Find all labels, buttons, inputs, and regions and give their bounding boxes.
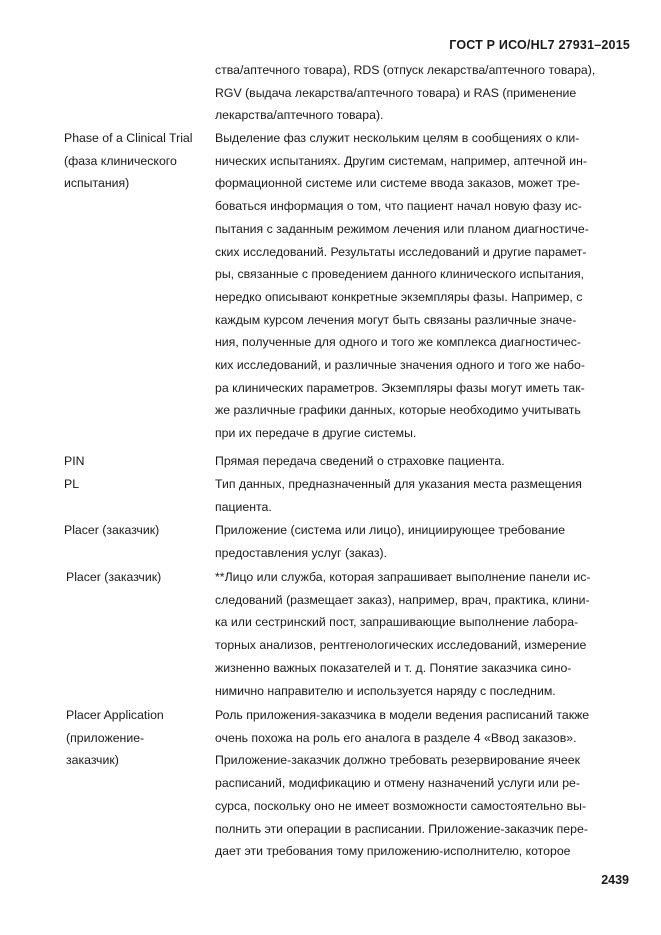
definition-line: очень похожа на роль его аналога в разделе 4 «Ввод заказов». bbox=[215, 730, 577, 745]
definition-line: ра клинических параметров. Экземпляры фазы могут иметь так- bbox=[215, 380, 585, 395]
definition-line: пытания с заданным режимом лечения или планом диагностиче- bbox=[215, 221, 589, 236]
definition-continuation bbox=[215, 59, 627, 127]
definition-line: следований (размещает заказ), например, врач, практика, клини- bbox=[215, 592, 590, 607]
term-pin bbox=[64, 450, 214, 473]
definition-line: ских исследований. Результаты исследований и другие парамет- bbox=[215, 244, 587, 259]
term-line: (приложение- bbox=[66, 730, 145, 745]
definition-line: Прямая передача сведений о страховке пациента. bbox=[215, 454, 505, 468]
document-header: ГОСТ Р ИСО/HL7 27931–2015 bbox=[449, 38, 630, 52]
definition-line: ры, связанные с проведением данного клинического испытания, bbox=[215, 267, 585, 282]
definition-line: боваться информация о том, что пациент начал новую фазу ис- bbox=[215, 199, 582, 214]
definition-line: каждым курсом лечения могут быть связаны различные значе- bbox=[215, 312, 577, 327]
definition-line: ка или сестринский пост, запрашивающие выполнение лабора- bbox=[215, 615, 579, 630]
definition-line: формационной системе или системе ввода заказов, может тре- bbox=[215, 176, 581, 191]
definition-placer-system bbox=[215, 519, 627, 564]
definition-line: нередко описывают конкретные экземпляры фазы. Например, с bbox=[215, 289, 583, 304]
definition-line: ства/аптечного товара), RDS (отпуск лекарства/аптечного товара), bbox=[215, 63, 596, 77]
term-placer-person bbox=[66, 566, 216, 589]
definition-line: Роль приложения-заказчика в модели ведения расписаний также bbox=[215, 708, 590, 722]
term-line: испытания) bbox=[64, 176, 130, 191]
term-line: PL bbox=[64, 477, 80, 491]
definition-line: при их передаче в другие системы. bbox=[215, 426, 417, 441]
term-line: Placer (заказчик) bbox=[66, 570, 162, 584]
definition-line: расписаний, модификацию и отмену назначений услуги или ре- bbox=[215, 776, 580, 791]
definition-line: сурса, поскольку оно не имеет возможности самостоятельно вы- bbox=[215, 798, 587, 813]
definition-line: торных анализов, рентгенологических исследований, измерение bbox=[215, 638, 587, 653]
definition-line: Выделение фаз служит нескольким целям в сообщениях о кли- bbox=[215, 131, 580, 145]
definition-line: полнить эти операции в расписании. Приложение-заказчик пере- bbox=[215, 821, 588, 836]
term-pl bbox=[64, 473, 214, 496]
definition-placer-person bbox=[215, 566, 627, 702]
definition-line: Приложение-заказчик должно требовать резервирование ячеек bbox=[215, 753, 580, 768]
term-line: PIN bbox=[64, 454, 85, 468]
term-phase-of-clinical-trial bbox=[64, 127, 214, 195]
definition-line: пациента. bbox=[215, 499, 272, 514]
term-placer-system bbox=[64, 519, 214, 542]
definition-line: Тип данных, предназначенный для указания места размещения bbox=[215, 477, 582, 491]
definition-line: ких исследований, и различные значения одного и того же набо- bbox=[215, 358, 585, 373]
term-placer-application bbox=[66, 704, 216, 772]
term-line: Placer (заказчик) bbox=[64, 523, 160, 537]
definition-pin bbox=[215, 450, 627, 473]
term-line: Phase of a Clinical Trial bbox=[64, 131, 193, 145]
definition-line: дает эти требования тому приложению-исполнителю, которое bbox=[215, 844, 571, 859]
definition-placer-application bbox=[215, 704, 627, 863]
definition-line: ния, полученные для одного и того же комплекса диагностичес- bbox=[215, 335, 582, 350]
definition-line: RGV (выдача лекарства/аптечного товара) и RAS (применение bbox=[215, 85, 577, 100]
term-line: заказчик) bbox=[66, 753, 119, 768]
definition-line: жизненно важных показателей и т. д. Понятие заказчика сино- bbox=[215, 660, 572, 675]
definition-line: лекарства/аптечного товара). bbox=[215, 108, 384, 123]
definition-line: нических испытаниях. Другим системам, например, аптечной ин- bbox=[215, 153, 587, 168]
definition-line: Приложение (система или лицо), инициирующее требование bbox=[215, 523, 566, 537]
definition-phase-of-clinical-trial bbox=[215, 127, 627, 445]
definition-pl bbox=[215, 473, 627, 518]
definition-line: предоставления услуг (заказ). bbox=[215, 545, 388, 560]
term-line: Placer Application bbox=[66, 708, 164, 722]
definition-line: нимично направителю и используется наряду с последним. bbox=[215, 683, 556, 698]
page-number: 2439 bbox=[601, 873, 629, 887]
definition-line: же различные графики данных, которые необходимо учитывать bbox=[215, 403, 581, 418]
term-line: (фаза клинического bbox=[64, 153, 177, 168]
definition-line: **Лицо или служба, которая запрашивает выполнение панели ис- bbox=[215, 570, 591, 584]
